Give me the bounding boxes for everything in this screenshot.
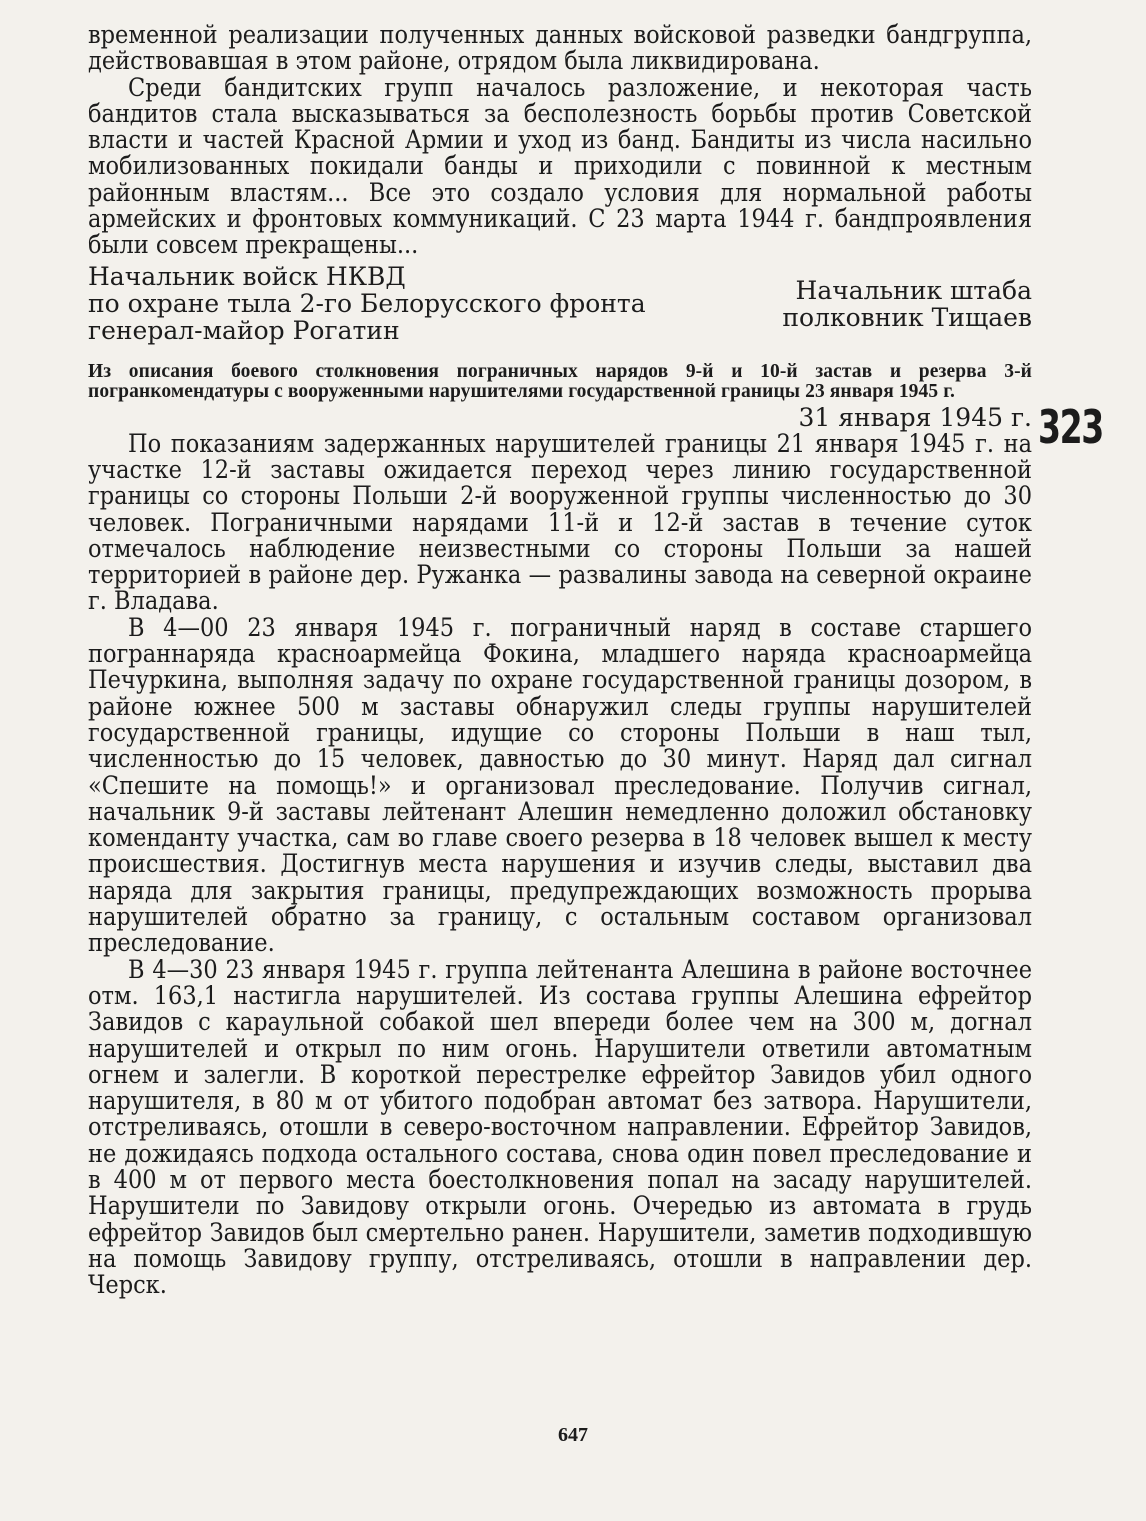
document-heading: Из описания боевого столкновения пограничных нарядов 9-й и 10-й застав и резерва 3-й погранкомендатуры с вооруженными нарушителями государственной границы 23 января 1945 г. [88,360,1032,402]
intro-paragraph: временной реализации полученных данных войсковой разведки бандгруппа, действовавшая в этом районе, отрядом была ликвидирована. [88,20,1032,76]
signature-right [782,277,1032,344]
document-date: 31 января 1945 г. [798,402,1032,432]
document-number: 323 [1038,400,1103,454]
signature-block [88,263,1032,344]
page-number: 647 [558,1424,588,1446]
signature-left [88,263,646,344]
body-paragraph: По показаниям задержанных нарушителей границы 21 января 1945 г. на участке 12-й заставы ожидается переход через линию государственной границы со стороны Польши 2-й вооруженной группы численностью до 30 человек. Пограничными нарядами 11-й и 12-й застав в течение суток отмечалось наблюдение неизвестными со стороны Польши за нашей территорией в районе дер. Ружанка — развалины завода на северной окраине г. Владава. [88,428,1032,616]
signature-title: Начальник войск НКВД [88,261,406,291]
document-page [88,22,1032,1298]
signature-name: генерал-майор Рогатин [88,315,400,345]
body-paragraph: В 4—00 23 января 1945 г. пограничный наряд в составе старшего пограннаряда красноармейца Фокина, младшего наряда красноармейца Печуркина, выполняя задачу по охране государственной границы дозором, в районе южнее 500 м заставы обнаружил следы группы нарушителей государственной границы, идущие со стороны Польши в наш тыл, численностью до 15 человек, давностью до 30 минут. Наряд дал сигнал «Спешите на помощь!» и организовал преследование. Получив сигнал, начальник 9-й заставы лейтенант Алешин немедленно доложил обстановку коменданту участка, сам во главе своего резерва в 18 человек вышел к месту происшествия. Достигнув места нарушения и изучив следы, выставил два наряда для закрытия границы, предупреждающих возможность прорыва нарушителей обратно за границу, с остальным составом организовал преследование. [88,612,1032,958]
intro-paragraph: Среди бандитских групп началось разложение, и некоторая часть бандитов стала высказываться за бесполезность борьбы против Советской власти и частей Красной Армии и уход из банд. Бандиты из числа насильно мобилизованных покидали банды и приходили с повинной к местным районным властям... Все это создало условия для нормальной работы армейских и фронтовых коммуникаций. С 23 марта 1944 г. бандпроявления были совсем прекращены... [88,72,1032,260]
signature-title: Начальник штаба [795,275,1032,305]
body-paragraph: В 4—30 23 января 1945 г. группа лейтенанта Алешина в районе восточнее отм. 163,1 настигла нарушителей. Из состава группы Алешина ефрейтор Завидов с караульной собакой шел впереди более чем на 300 м, догнал нарушителей и открыл по ним огонь. Нарушители ответили автоматным огнем и залегли. В короткой перестрелке ефрейтор Завидов убил одного нарушителя, в 80 м от убитого подобран автомат без затвора. Нарушители, отстреливаясь, отошли в северо-восточном направлении. Ефрейтор Завидов, не дожидаясь подхода остального состава, снова один повел преследование и в 400 м от первого места боестолкновения попал на засаду нарушителей. Нарушители по Завидову открыли огонь. Очередью из автомата в грудь ефрейтор Завидов был смертельно ранен. Нарушители, заметив подходившую на помощь Завидову группу, отстреливаясь, отошли в направлении дер. Черск. [88,954,1032,1300]
signature-name: полковник Тищаев [782,302,1032,332]
signature-unit: по охране тыла 2-го Белорусского фронта [88,288,646,318]
